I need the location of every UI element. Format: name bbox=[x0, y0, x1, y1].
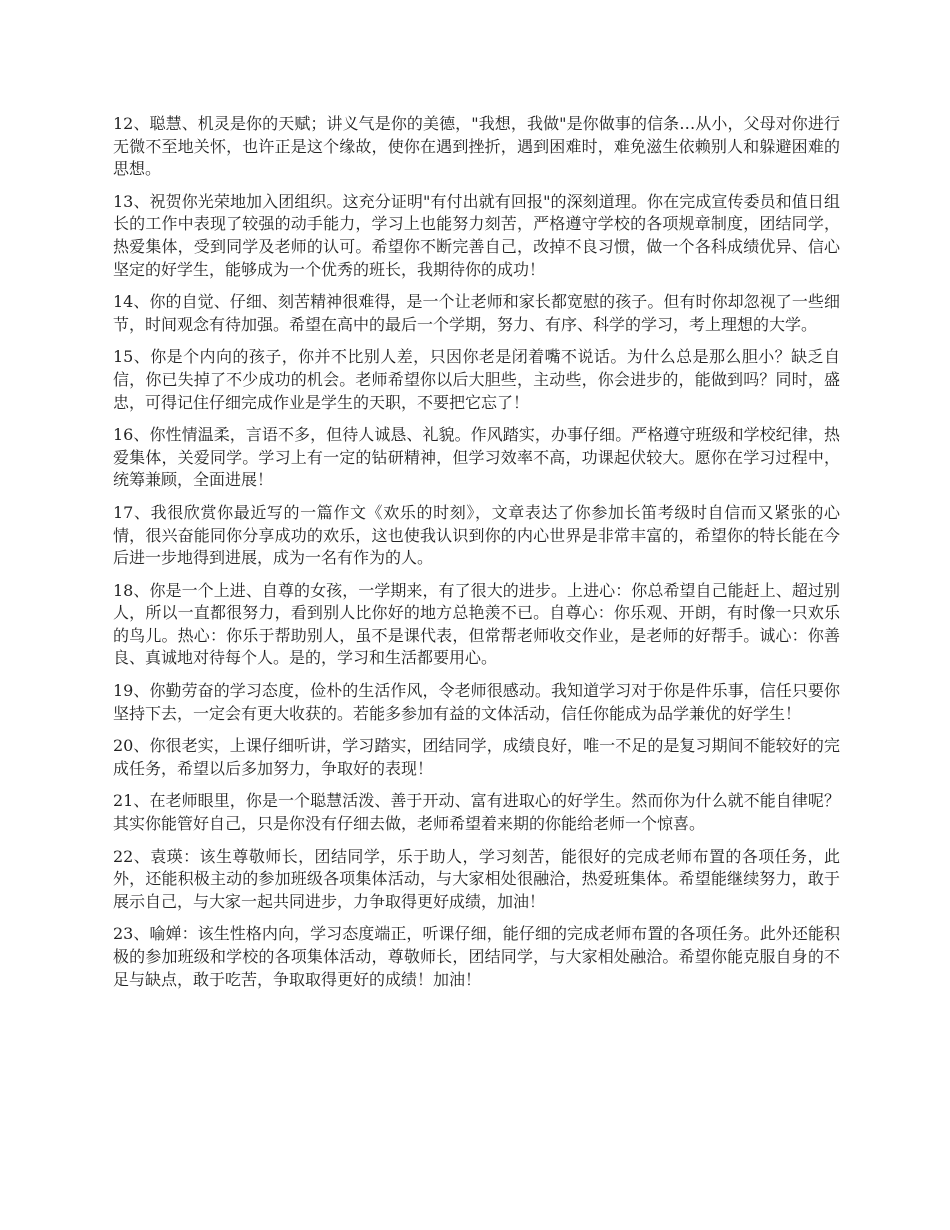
paragraph-18: 18、你是一个上进、自尊的女孩，一学期来，有了很大的进步。上进心：你总希望自己能赶上、超过别人，所以一直都很努力，看到别人比你好的地方总艳羡不已。自尊心：你乐观、开朗，有时像一只欢乐的鸟儿。热心：你乐于帮助别人，虽不是课代表，但常帮老师收交作业，是老师的好帮手。诚心：你善良、真诚地对待每个人。是的，学习和生活都要用心。 bbox=[113, 580, 840, 668]
paragraph-13: 13、祝贺你光荣地加入团组织。这充分证明"有付出就有回报"的深刻道理。你在完成宣传委员和值日组长的工作中表现了较强的动手能力，学习上也能努力刻苦，严格遵守学校的各项规章制度，团结同学，热爱集体，受到同学及老师的认可。希望你不断完善自己，改掉不良习惯，做一个各科成绩优异、信心坚定的好学生，能够成为一个优秀的班长，我期待你的成功！ bbox=[113, 191, 840, 279]
paragraph-17: 17、我很欣赏你最近写的一篇作文《欢乐的时刻》，文章表达了你参加长笛考级时自信而又紧张的心情，很兴奋能同你分享成功的欢乐，这也使我认识到你的内心世界是非常丰富的，希望你的特长能在今后进一步地得到进展，成为一名有作为的人。 bbox=[113, 502, 840, 568]
paragraph-22: 22、袁瑛：该生尊敬师长，团结同学，乐于助人，学习刻苦，能很好的完成老师布置的各项任务，此外，还能积极主动的参加班级各项集体活动，与大家相处很融洽，热爱班集体。希望能继续努力，敢于展示自己，与大家一起共同进步，力争取得更好成绩，加油！ bbox=[113, 846, 840, 911]
paragraph-12: 12、聪慧、机灵是你的天赋；讲义气是你的美德，"我想，我做"是你做事的信条…从小，父母对你进行无微不至地关怀，也许正是这个缘故，使你在遇到挫折，遇到困难时，难免滋生依赖别人和躲避困难的思想。 bbox=[113, 114, 840, 179]
paragraph-20: 20、你很老实，上课仔细听讲，学习踏实，团结同学，成绩良好，唯一不足的是复习期间不能较好的完成任务，希望以后多加努力，争取好的表现！ bbox=[113, 736, 840, 778]
paragraph-23: 23、喻婵：该生性格内向，学习态度端正，听课仔细，能仔细的完成老师布置的各项任务。此外还能积极的参加班级和学校的各项集体活动，尊敬师长，团结同学，与大家相处融洽。希望你能克服自身的不足与缺点，敢于吃苦，争取取得更好的成绩！加油！ bbox=[113, 924, 840, 989]
paragraph-14: 14、你的自觉、仔细、刻苦精神很难得，是一个让老师和家长都宽慰的孩子。但有时你却忽视了一些细节，时间观念有待加强。希望在高中的最后一个学期，努力、有序、科学的学习，考上理想的大学。 bbox=[113, 292, 840, 334]
paragraph-19: 19、你勤劳奋的学习态度，俭朴的生活作风，令老师很感动。我知道学习对于你是件乐事，信任只要你坚持下去，一定会有更大收获的。若能多参加有益的文体活动，信任你能成为品学兼优的好学生！ bbox=[113, 681, 840, 723]
paragraph-16: 16、你性情温柔，言语不多，但待人诚恳、礼貌。作风踏实，办事仔细。严格遵守班级和学校纪律，热爱集体，关爱同学。学习上有一定的钻研精神，但学习效率不高，功课起伏较大。愿你在学习过程中，统筹兼顾，全面进展！ bbox=[113, 425, 840, 490]
paragraph-15: 15、你是个内向的孩子，你并不比别人差，只因你老是闭着嘴不说话。为什么总是那么胆小？缺乏自信，你已失掉了不少成功的机会。老师希望你以后大胆些，主动些，你会进步的，能做到吗？同时，盛忠，可得记住仔细完成作业是学生的天职，不要把它忘了！ bbox=[113, 347, 840, 412]
document-page bbox=[113, 113, 840, 1001]
paragraph-21: 21、在老师眼里，你是一个聪慧活泼、善于开动、富有进取心的好学生。然而你为什么就不能自律呢？其实你能管好自己，只是你没有仔细去做，老师希望着来期的你能给老师一个惊喜。 bbox=[113, 791, 840, 834]
